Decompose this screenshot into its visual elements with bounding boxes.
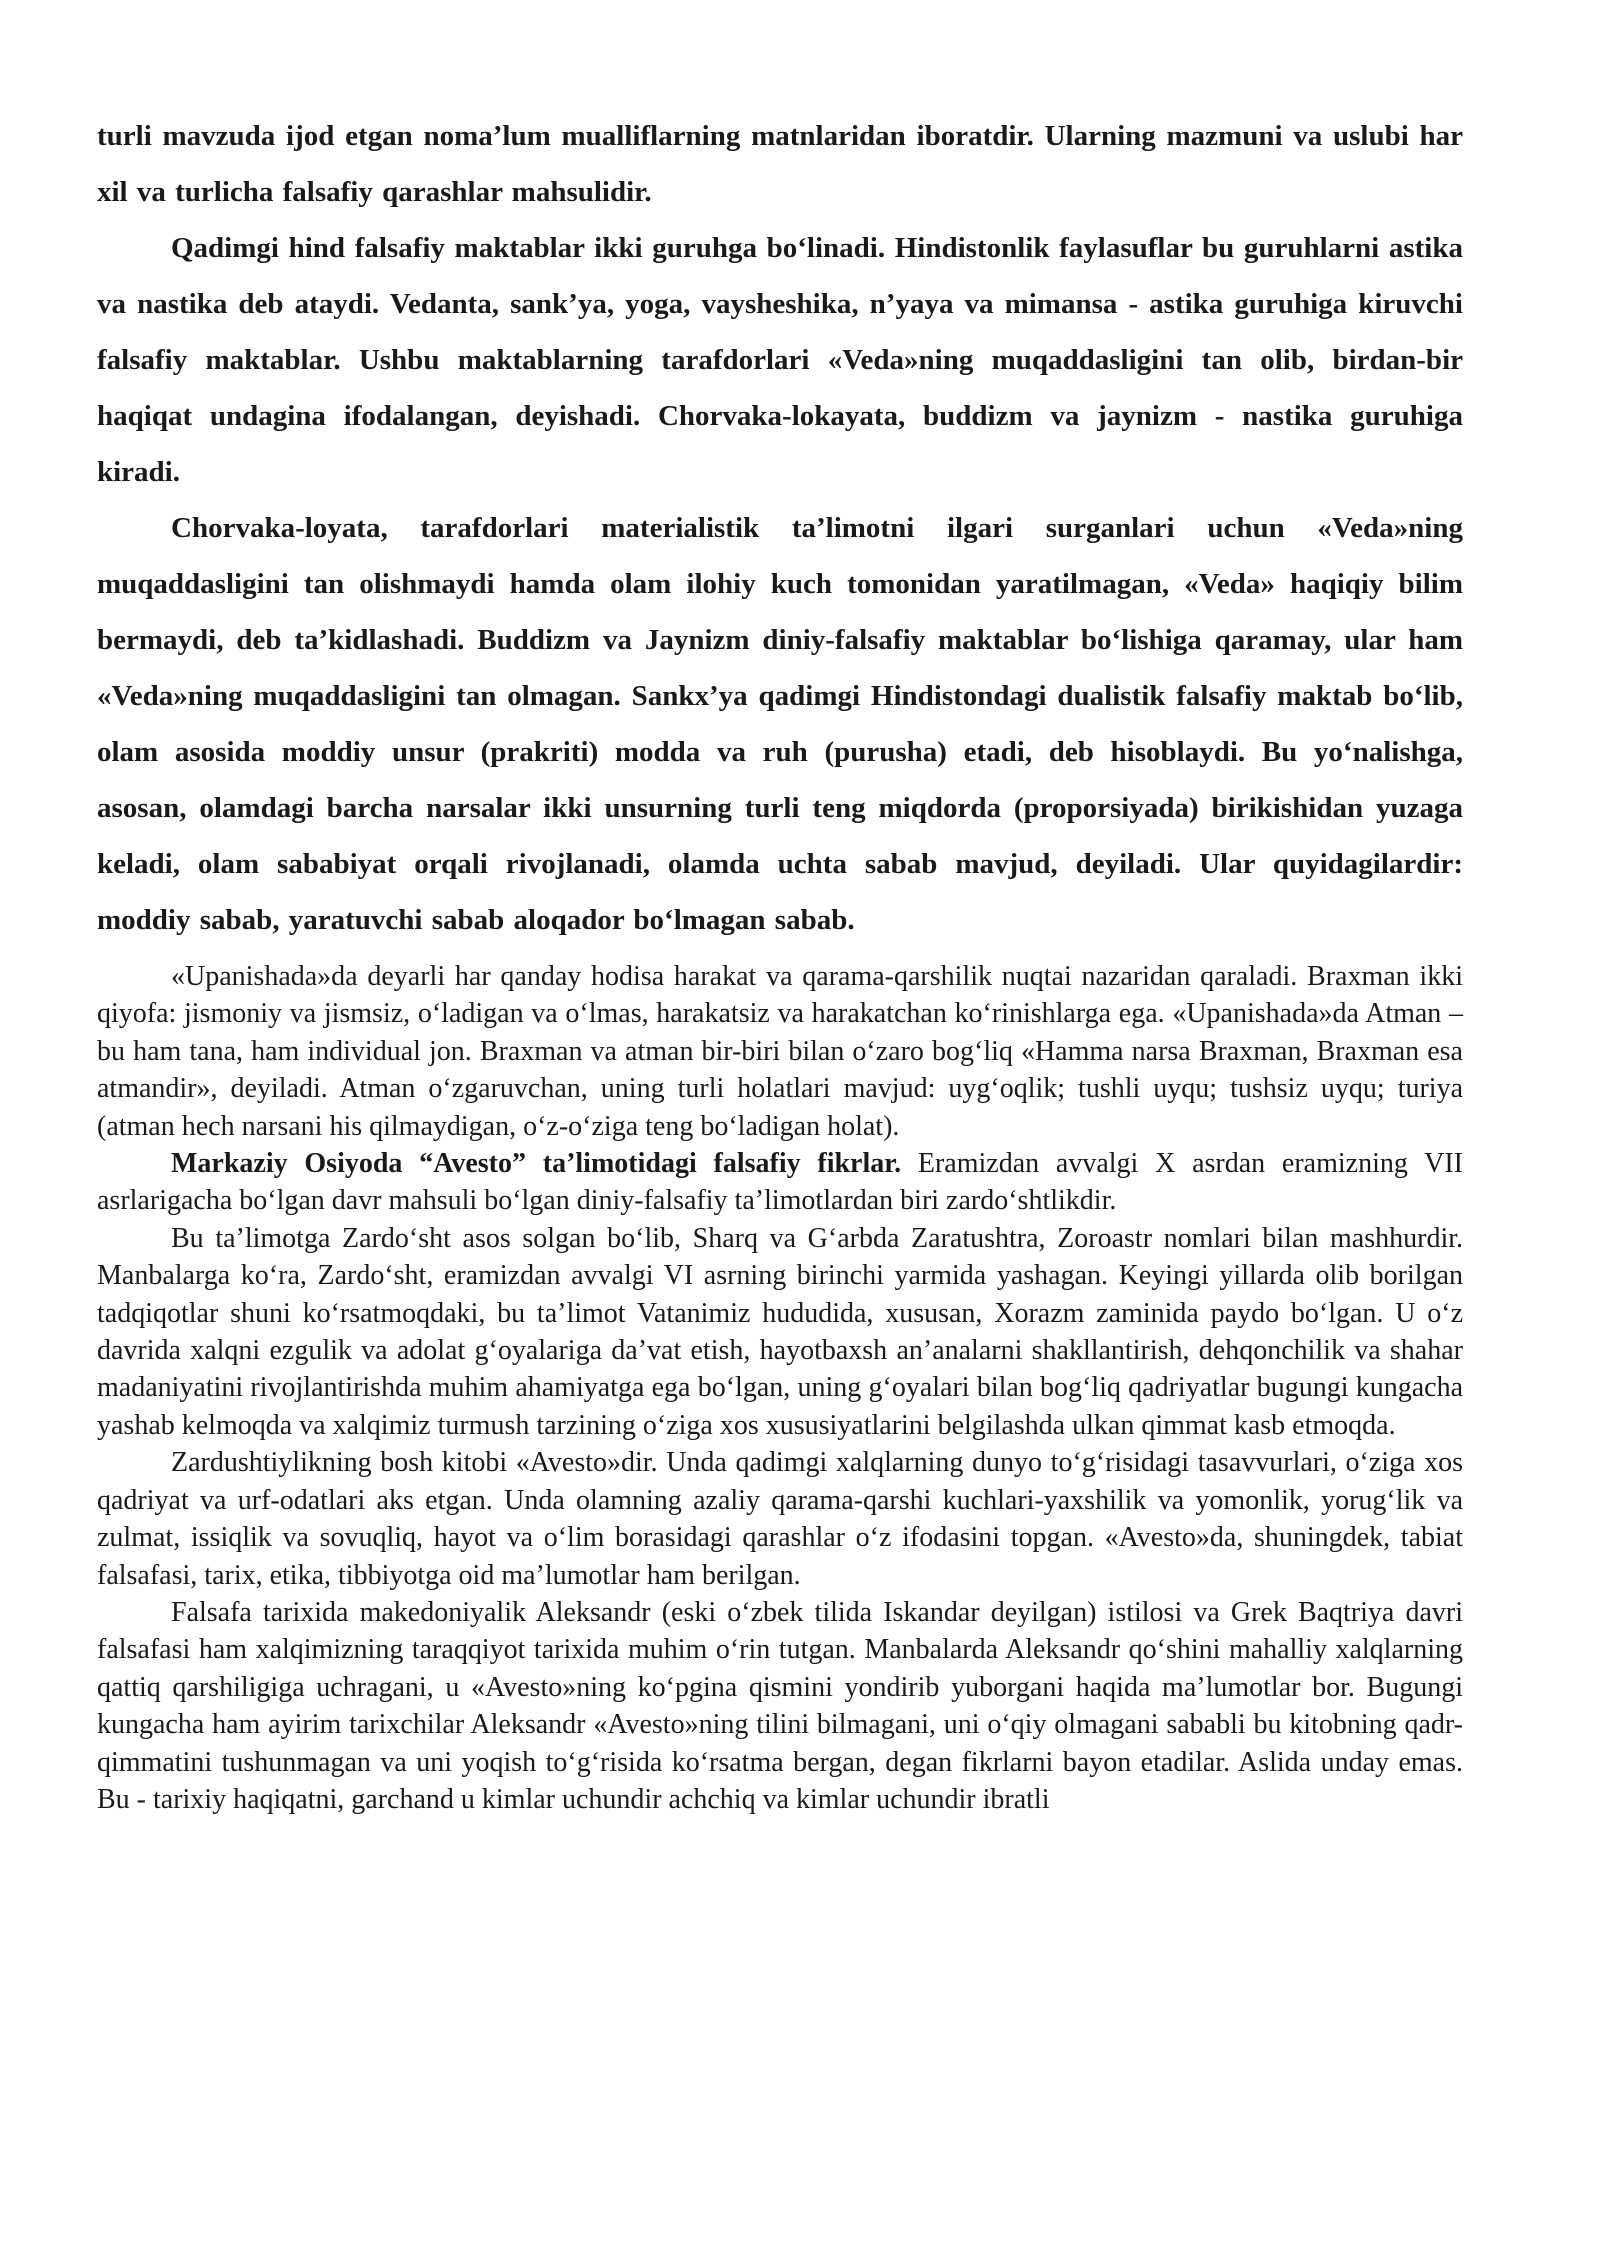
bold-section <box>97 108 1463 948</box>
paragraph-text: Zardushtiylikning bosh kitobi «Avesto»dir. Unda qadimgi xalqlarning dunyo to‘g‘risidagi tasavvurlari, o‘ziga xos qadriyat va urf-odatlari aks etgan. Unda olamning azaliy qarama-qarshi kuchlari-yaxshilik va yomonlik, yorug‘lik va zulmat, issiqlik va sovuqliq, hayot va o‘lim borasidagi qarashlar o‘z ifodasini topgan. «Avesto»da, shuningdek, tabiat falsafasi, tarix, etika, tibbiyotga oid ma’lumotlar ham berilgan. <box>97 1447 1463 1591</box>
paragraph-continuation: turli mavzuda ijod etgan noma’lum mualliflarning matnlaridan iboratdir. Ularning mazmuni va uslubi har xil va turlicha falsafiy qarashlar mahsulidir. <box>97 120 1463 208</box>
paragraph-text: Eramizdan avvalgi X asrdan eramizning VII asrlarigacha bo‘lgan davr mahsuli bo‘lgan diniy-falsafiy ta’limotlardan biri zardo‘shtlikdir. <box>97 1148 1463 1217</box>
paragraph-text: «Upanishada»da deyarli har qanday hodisa harakat va qarama-qarshilik nuqtai nazaridan qaraladi. Braxman ikki qiyofa: jismoniy va jismsiz, o‘ladigan va o‘lmas, harakatsiz va harakatchan ko‘rinishlarga ega. «Upanishada»da Atman – bu ham tana, ham individual jon. Braxman va atman bir-biri bilan o‘zaro bog‘liq «Hamma narsa Braxman, Braxman esa atmandir», deyiladi. Atman o‘zgaruvchan, uning turli holatlari mavjud: uyg‘oqlik; tushli uyqu; tushsiz uyqu; turiya (atman hech narsani his qilmaydigan, o‘z-o‘ziga teng bo‘ladigan holat). <box>97 961 1463 1142</box>
paragraph-avesto-heading <box>97 1145 1463 1220</box>
paragraph-avesto-book <box>97 1444 1463 1594</box>
paragraph-text: Bu ta’limotga Zardo‘sht asos solgan bo‘lib, Sharq va G‘arbda Zaratushtra, Zoroastr nomlari bilan mashhurdir. Manbalarga ko‘ra, Zardo‘sht, eramizdan avvalgi VI asrning birinchi yarmida yashagan. Keyingi yillarda olib borilgan tadqiqotlar shuni ko‘rsatmoqdaki, bu ta’limot Vatanimiz hududida, xususan, Xorazm zaminida paydo bo‘lgan. U o‘z davrida xalqni ezgulik va adolat g‘oyalariga da’vat etish, hayotbaxsh an’analarni shakllantirish, dehqonchilik va shahar madaniyatini rivojlantirishda muhim ahamiyatga ega bo‘lgan, uning g‘oyalari bilan bog‘liq qadriyatlar bugungi kungacha yashab kelmoqda va xalqimiz turmush tarzining o‘ziga xos xususiyatlarini belgilashda ulkan qimmat kasb etmoqda. <box>97 1222 1463 1441</box>
paragraph-aleksandr <box>97 1594 1463 1818</box>
paragraph-hindu-schools: Qadimgi hind falsafiy maktablar ikki guruhga bo‘linadi. Hindistonlik faylasuflar bu guruhlarni astika va nastika deb ataydi. Vedanta, sank’ya, yoga, vaysheshika, n’yaya va mimansa - astika guruhiga kiruvchi falsafiy maktablar. Ushbu maktablarning tarafdorlari «Veda»ning muqaddasligini tan olib, birdan-bir haqiqat undagina ifodalangan, deyishadi. Chorvaka-lokayata, buddizm va jaynizm - nastika guruhiga kiradi. <box>97 232 1463 488</box>
paragraph-upanishada <box>97 958 1463 1145</box>
document-page <box>97 108 1463 1818</box>
regular-section <box>97 958 1463 1818</box>
paragraph-text: Falsafa tarixida makedoniyalik Aleksandr (eski o‘zbek tilida Iskandar deyilgan) istilosi va Grek Baqtriya davri falsafasi ham xalqimizning taraqqiyot tarixida muhim o‘rin tutgan. Manbalarda Aleksandr qo‘shini mahalliy xalqlarning qattiq qarshiligiga uchragani, u «Avesto»ning ko‘pgina qismini yondirib yuborgani haqida ma’lumotlar bor. Bugungi kungacha ham ayirim tarixchilar Aleksandr «Avesto»ning tilini bilmagani, uni o‘qiy olmagani sababli bu kitobning qadr-qimmatini tushunmagan va uni yoqish to‘g‘risida ko‘rsatma bergan, degan fikrlarni bayon etadilar. Aslida unday emas. Bu - tarixiy haqiqatni, garchand u kimlar uchundir achchiq va kimlar uchundir ibratli <box>97 1596 1463 1815</box>
section-heading: Markaziy Osiyoda “Avesto” ta’limotidagi falsafiy fikrlar. <box>171 1148 902 1180</box>
paragraph-chorvaka: Chorvaka-loyata, tarafdorlari materialistik ta’limotni ilgari surganlari uchun «Veda»ning muqaddasligini tan olishmaydi hamda olam ilohiy kuch tomonidan yaratilmagan, «Veda» haqiqiy bilim bermaydi, deb ta’kidlashadi. Buddizm va Jaynizm diniy-falsafiy maktablar bo‘lishiga qaramay, ular ham «Veda»ning muqaddasligini tan olmagan. Sankx’ya qadimgi Hindistondagi dualistik falsafiy maktab bo‘lib, olam asosida moddiy unsur (prakriti) modda va ruh (purusha) etadi, deb hisoblaydi. Bu yo‘nalishga, asosan, olamdagi barcha narsalar ikki unsurning turli teng miqdorda (proporsiyada) birikishidan yuzaga keladi, olam sababiyat orqali rivojlanadi, olamda uchta sabab mavjud, deyiladi. Ular quyidagilardir: moddiy sabab, yaratuvchi sabab aloqador bo‘lmagan sabab. <box>97 512 1463 936</box>
paragraph-zardosht <box>97 1220 1463 1444</box>
